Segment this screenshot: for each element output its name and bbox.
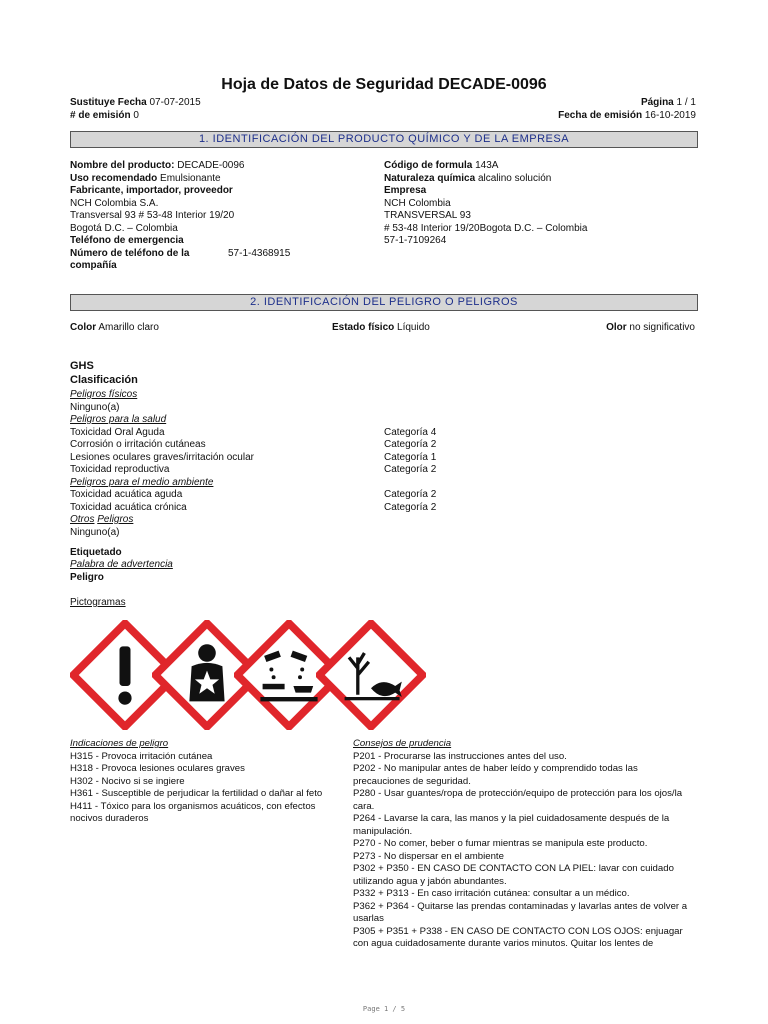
hazard-statement: H315 - Provoca irritación cutánea: [70, 750, 213, 762]
precautionary-line: P362 + P364 - Quitarse las prendas contaminadas y lavarlas antes de volver a: [353, 900, 688, 912]
color-value: Amarillo claro: [98, 322, 159, 333]
hazard-name: Corrosión o irritación cutáneas: [70, 439, 206, 450]
issue-number: [70, 109, 139, 122]
environment-icon: [316, 620, 426, 730]
precautionary-line: P201 - Procurarse las instrucciones antes del uso.: [353, 750, 567, 762]
replaces-date: [70, 96, 201, 109]
hazard-statement: H361 - Susceptible de perjudicar la fertilidad o dañar al feto: [70, 788, 323, 799]
document-title: Hoja de Datos de Seguridad DECADE-0096: [221, 76, 547, 93]
hazard-name: Toxicidad acuática crónica: [70, 501, 187, 513]
issue-date-label: Fecha de emisión: [558, 110, 643, 121]
physical-hazards-label: Peligros físicos: [70, 389, 138, 400]
hazard-statements: [70, 738, 340, 826]
precautionary-line: con agua cuidadosamente durante varios minutos. Quitar los lentes de: [353, 938, 654, 949]
precautionary-line: P273 - No dispersar en el ambiente: [353, 850, 504, 862]
company-line: TRANSVERSAL 93: [384, 210, 471, 221]
page-info: [641, 96, 696, 109]
precautionary-line: P280 - Usar guantes/ropa de protección/equipo de protección para los ojos/la: [353, 788, 683, 799]
product-name-value: DECADE-0096: [177, 160, 245, 171]
physical-state-label: Estado físico: [332, 322, 395, 333]
signal-word-value: Peligro: [70, 572, 104, 583]
company-phone-label-cont: compañía: [70, 260, 117, 271]
physical-state-value: Líquido: [397, 322, 430, 333]
hazard-row: [70, 489, 470, 502]
hazard-category: Categoría 4: [384, 426, 437, 438]
odor-property: [606, 322, 695, 335]
formula-code-label: Código de formula: [384, 160, 473, 171]
company-phone-value: 57-1-4368915: [228, 247, 291, 259]
hazard-category: Categoría 2: [384, 501, 437, 513]
company-label: Empresa: [384, 185, 427, 196]
issue-number-label: # de emisión: [70, 110, 131, 121]
hazard-category: Categoría 2: [384, 464, 437, 475]
hazard-statements-label: Indicaciones de peligro: [70, 738, 169, 749]
manufacturer-line: Transversal 93 # 53-48 Interior 19/20: [70, 210, 235, 221]
section-2-heading: 2. IDENTIFICACIÓN DEL PELIGRO O PELIGROS: [70, 294, 698, 311]
issue-number-value: 0: [133, 110, 139, 121]
labeling-heading: Etiquetado: [70, 547, 122, 558]
hazard-row: [70, 439, 470, 452]
hazard-row: [70, 464, 470, 477]
precautionary-line: P302 + P350 - EN CASO DE CONTACTO CON LA PIEL: lavar con cuidado: [353, 863, 674, 874]
issue-date: [558, 109, 696, 122]
ghs-heading: GHS: [70, 360, 94, 372]
pictograms-label: Pictogramas: [70, 597, 126, 608]
recommended-use-label: Uso recomendado: [70, 172, 158, 184]
chemical-nature-value: alcalino solución: [477, 172, 552, 184]
hazard-statement: H302 - Nocivo si se ingiere: [70, 775, 185, 787]
physical-state-property: [332, 322, 430, 335]
chemical-nature-label: Naturaleza química: [384, 172, 476, 184]
precautionary-line: precauciones de seguridad.: [353, 775, 471, 787]
product-identification-right: [384, 160, 696, 248]
product-identification-left: [70, 160, 370, 273]
hazard-category: Categoría 1: [384, 451, 437, 463]
env-hazards-label: Peligros para el medio ambiente: [70, 476, 214, 488]
manufacturer-line: Bogotá D.C. – Colombia: [70, 222, 178, 234]
precautionary-line: manipulación.: [353, 825, 413, 837]
hazard-statement: nocivos duraderos: [70, 813, 149, 824]
color-label: Color: [70, 322, 97, 333]
hazard-name: Toxicidad acuática aguda: [70, 489, 183, 500]
issue-date-value: 16-10-2019: [644, 110, 696, 121]
company-line: NCH Colombia: [384, 197, 451, 209]
section-1-heading: 1. IDENTIFICACIÓN DEL PRODUCTO QUÍMICO Y DE LA EMPRESA: [70, 131, 698, 148]
hazard-row: [70, 427, 470, 440]
health-hazards-label: Peligros para la salud: [70, 414, 167, 425]
hazard-row: [70, 452, 470, 465]
signal-word-label: Palabra de advertencia: [70, 559, 173, 570]
hazard-statement: H411 - Tóxico para los organismos acuáticos, con efectos: [70, 800, 316, 812]
physical-hazards-value: Ninguno(a): [70, 401, 120, 413]
page-label: Página: [640, 97, 674, 108]
emergency-phone-label: Teléfono de emergencia: [70, 235, 184, 246]
replaces-date-value: 07-07-2015: [149, 97, 201, 108]
precautionary-line: cara.: [353, 800, 375, 812]
other-hazards-label-2: Peligros: [97, 514, 134, 525]
company-line: # 53-48 Interior 19/20Bogota D.C. – Colombia: [384, 222, 588, 234]
company-phone-label: Número de teléfono de la: [70, 247, 190, 259]
precautionary-line: P305 + P351 + P338 - EN CASO DE CONTACTO CON LOS OJOS: enjuagar: [353, 925, 683, 937]
hazard-name: Toxicidad reproductiva: [70, 464, 170, 475]
precautionary-label: Consejos de prudencia: [353, 738, 452, 749]
odor-label: Olor: [606, 322, 627, 333]
precautionary-line: usarlas: [353, 913, 384, 924]
color-property: [70, 322, 159, 335]
precautionary-line: P202 - No manipular antes de haber leído y comprendido todas las: [353, 763, 638, 774]
hazard-row: [70, 502, 470, 515]
precautionary-line: P270 - No comer, beber o fumar mientras se manipula este producto.: [353, 838, 648, 849]
page-footer: Page 1 / 5: [362, 1005, 406, 1013]
product-name-label: Nombre del producto:: [70, 160, 175, 171]
manufacturer-line: NCH Colombia S.A.: [70, 197, 159, 209]
precautionary-line: P264 - Lavarse la cara, las manos y la piel cuidadosamente después de la: [353, 813, 670, 824]
replaces-date-label: Sustituye Fecha: [70, 97, 147, 108]
page-value: 1 / 1: [676, 97, 696, 108]
precautionary-line: P332 + P313 - En caso irritación cutánea: consultar a un médico.: [353, 888, 630, 899]
classification-heading: Clasificación: [70, 374, 138, 386]
hazard-name: Lesiones oculares graves/irritación ocular: [70, 451, 254, 463]
manufacturer-label: Fabricante, importador, proveedor: [70, 185, 233, 196]
other-hazards-label: Otros: [70, 514, 95, 525]
precautionary-statements: [353, 738, 698, 951]
hazard-name: Toxicidad Oral Aguda: [70, 426, 165, 438]
odor-value: no significativo: [629, 322, 695, 333]
hazard-category: Categoría 2: [384, 489, 437, 500]
company-line: 57-1-7109264: [384, 235, 447, 246]
recommended-use-value: Emulsionante: [160, 172, 221, 184]
hazard-statement: H318 - Provoca lesiones oculares graves: [70, 763, 245, 774]
hazard-classification: [70, 389, 470, 539]
precautionary-line: utilizando agua y jabón abundantes.: [353, 875, 507, 887]
hazard-category: Categoría 2: [384, 439, 437, 450]
formula-code-value: 143A: [475, 160, 499, 171]
other-hazards-value: Ninguno(a): [70, 526, 120, 538]
